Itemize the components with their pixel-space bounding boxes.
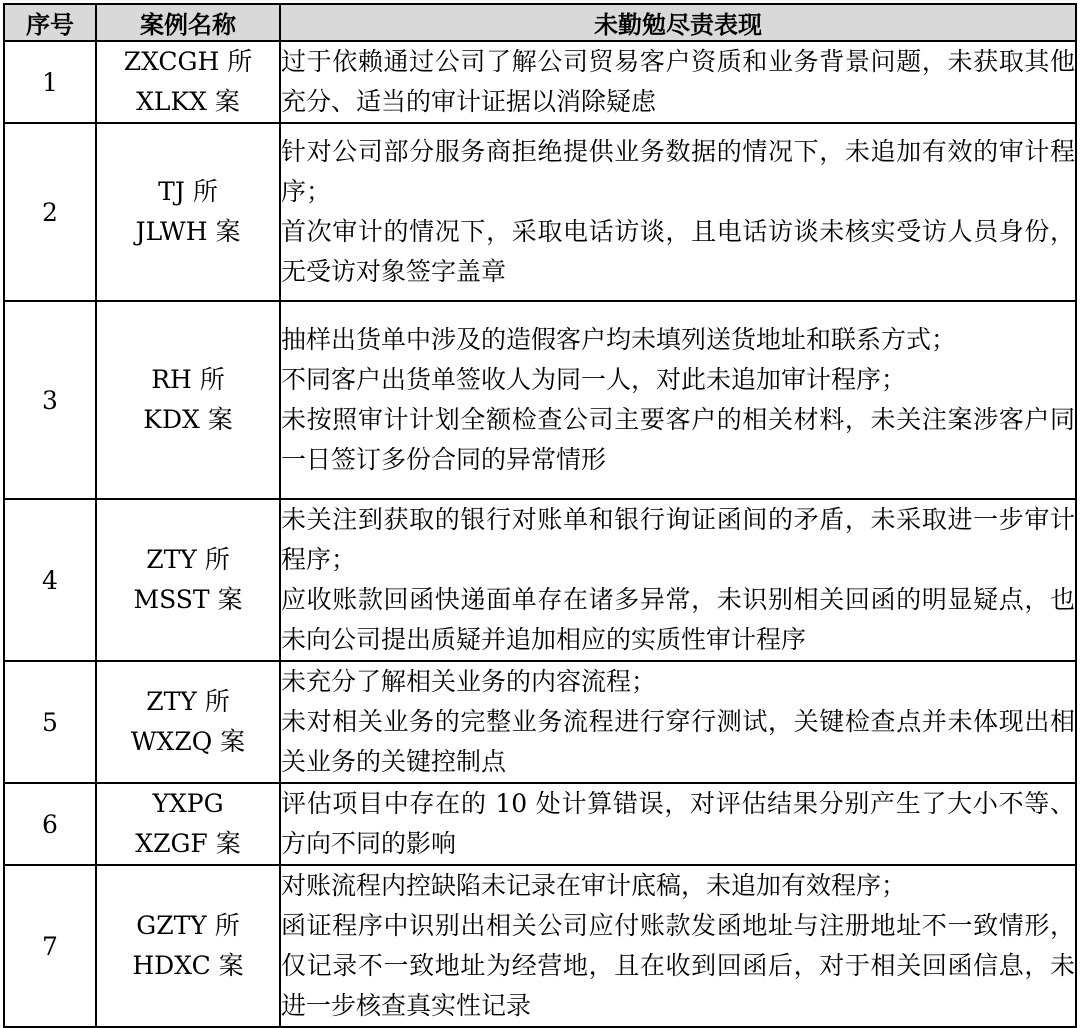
row-index: 1 (4, 41, 96, 123)
description-cell (280, 783, 1076, 865)
case-code: XZGF 案 (135, 829, 241, 858)
table-row (4, 661, 1076, 783)
description-line: 未充分了解相关业务的内容流程； (281, 667, 657, 696)
description-cell (280, 41, 1076, 123)
table-row (4, 783, 1076, 865)
description-line: 首次审计的情况下，采取电话访谈，且电话访谈未核实受访人员身份，无受访对象签字盖章 (281, 217, 1075, 286)
description-line: 函证程序中识别出相关公司应付账款发函地址与注册地址不一致情形，仅记录不一致地址为经营地，且在收到回函后，对于相关回函信息，未进一步核查真实性记录 (281, 911, 1075, 1020)
case-name-cell (96, 499, 280, 661)
case-code: KDX 案 (143, 405, 233, 434)
case-name-cell (96, 783, 280, 865)
case-name-cell (96, 41, 280, 123)
row-index: 4 (4, 499, 96, 661)
description-cell (280, 123, 1076, 301)
header-index: 序号 (4, 4, 96, 41)
description-line: 未关注到获取的银行对账单和银行询证函间的矛盾，未采取进一步审计程序； (281, 505, 1075, 574)
case-firm: GZTY 所 (136, 911, 240, 940)
case-code: JLWH 案 (135, 217, 241, 246)
header-case-name: 案例名称 (96, 4, 280, 41)
case-code: HDXC 案 (132, 951, 244, 980)
case-code: XLKX 案 (136, 87, 240, 116)
description-line: 未按照审计计划全额检查公司主要客户的相关材料，未关注案涉客户同一日签订多份合同的异常情形 (281, 405, 1075, 474)
case-name-cell (96, 865, 280, 1027)
description-line: 未对相关业务的完整业务流程进行穿行测试，关键检查点并未体现出相关业务的关键控制点 (281, 707, 1075, 776)
description-line: 评估项目中存在的 10 处计算错误，对评估结果分别产生了大小不等、方向不同的影响 (281, 789, 1075, 858)
case-code: WXZQ 案 (130, 727, 246, 756)
description-line: 应收账款回函快递面单存在诸多异常，未识别相关回函的明显疑点，也未向公司提出质疑并追加相应的实质性审计程序 (281, 585, 1075, 654)
header-failure-description: 未勤勉尽责表现 (280, 4, 1076, 41)
description-line: 抽样出货单中涉及的造假客户均未填列送货地址和联系方式； (281, 325, 957, 354)
description-cell (280, 301, 1076, 499)
table-row (4, 41, 1076, 123)
description-line: 对账流程内控缺陷未记录在审计底稿，未追加有效程序； (281, 871, 907, 900)
case-name-cell (96, 661, 280, 783)
table-row (4, 865, 1076, 1027)
row-index: 7 (4, 865, 96, 1027)
case-code: MSST 案 (133, 585, 243, 614)
case-firm: ZXCGH 所 (123, 47, 253, 76)
row-index: 2 (4, 123, 96, 301)
case-firm: YXPG (152, 789, 224, 818)
case-firm: ZTY 所 (146, 687, 230, 716)
case-name-cell (96, 123, 280, 301)
description-cell (280, 865, 1076, 1027)
row-index: 6 (4, 783, 96, 865)
case-name-cell (96, 301, 280, 499)
table-header-row (4, 4, 1076, 41)
description-cell (280, 661, 1076, 783)
table-row (4, 123, 1076, 301)
description-line: 过于依赖通过公司了解公司贸易客户资质和业务背景问题，未获取其他充分、适当的审计证据以消除疑虑 (281, 47, 1075, 116)
case-firm: ZTY 所 (146, 545, 230, 574)
case-firm: RH 所 (151, 365, 225, 394)
description-line: 针对公司部分服务商拒绝提供业务数据的情况下，未追加有效的审计程序； (281, 137, 1075, 206)
case-firm: TJ 所 (158, 177, 218, 206)
row-index: 5 (4, 661, 96, 783)
audit-cases-table (3, 3, 1077, 1028)
table-row (4, 499, 1076, 661)
description-cell (280, 499, 1076, 661)
row-index: 3 (4, 301, 96, 499)
table-row (4, 301, 1076, 499)
description-line: 不同客户出货单签收人为同一人，对此未追加审计程序； (281, 365, 907, 394)
